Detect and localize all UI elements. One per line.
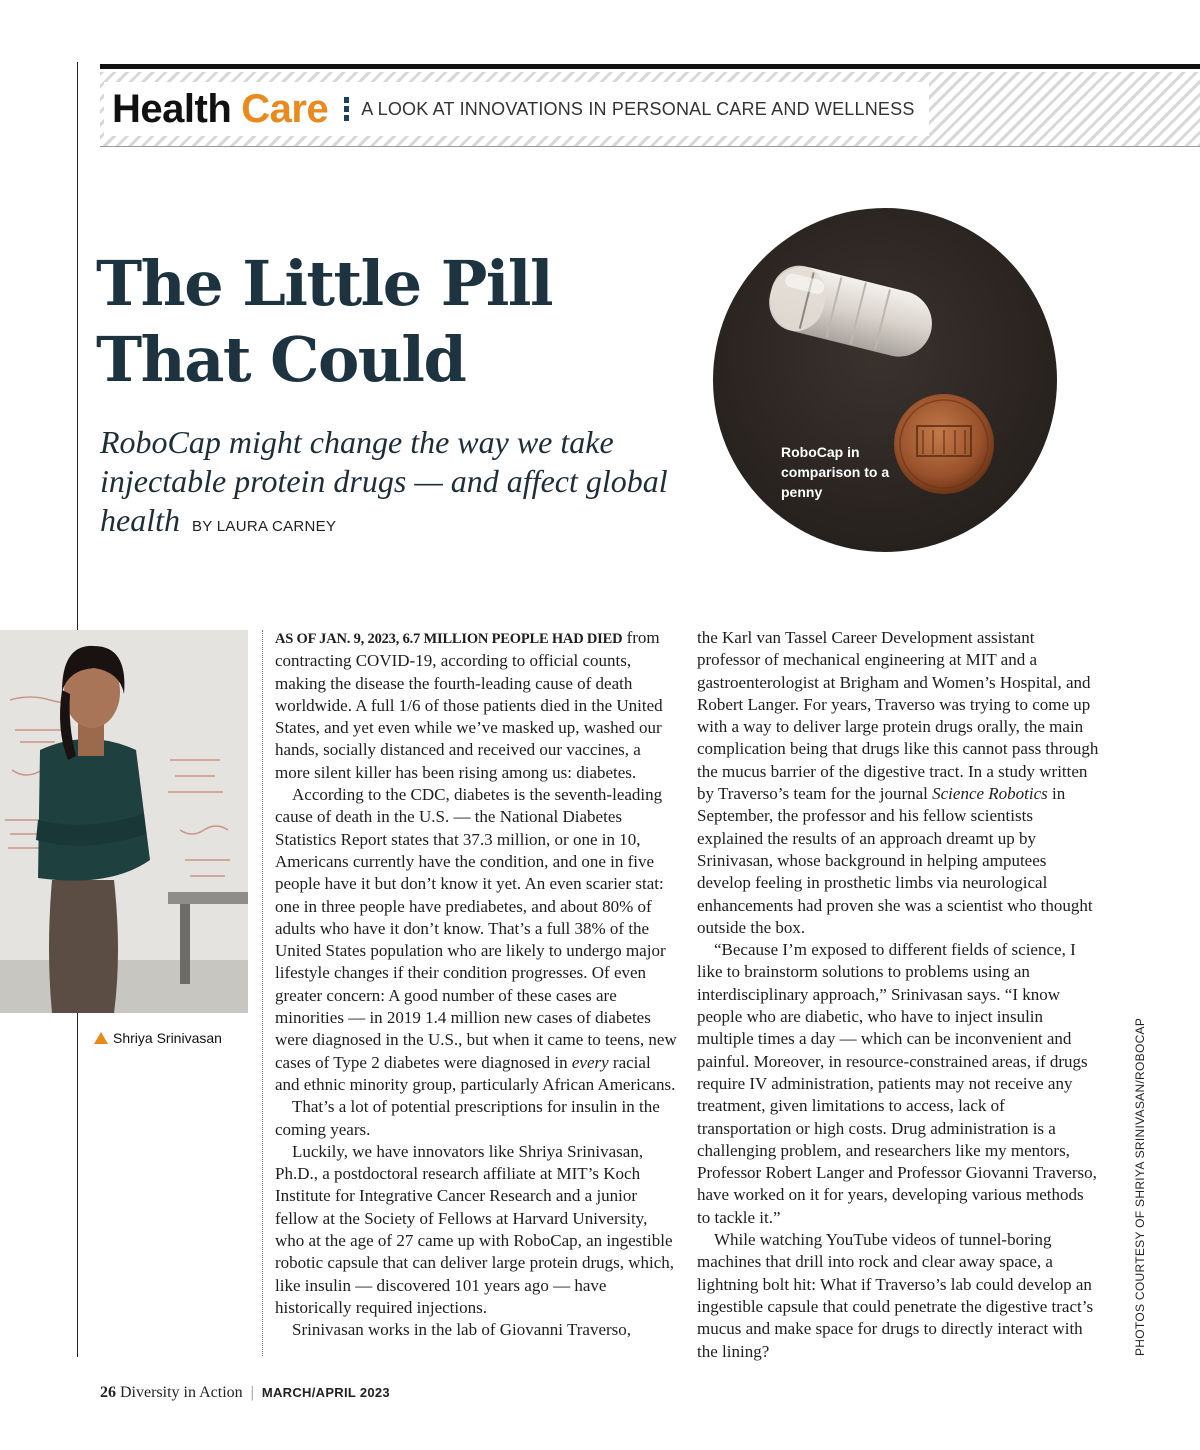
footer-separator: | — [250, 1384, 254, 1401]
issue-date: MARCH/APRIL 2023 — [261, 1385, 390, 1400]
emphasis-text: Science Robotics — [932, 784, 1048, 804]
byline: BY LAURA CARNEY — [191, 518, 337, 535]
capsule — [763, 260, 939, 364]
paragraph-text: in September, the professor and his fellow scientists explained the results of an approach dreamt up by Srinivasan, whose background in helping amputees develop feeling in prosthetic limbs via neurological enhancements had proven she was a scientist who thought outside the box. — [697, 784, 1093, 937]
section-header — [100, 72, 1200, 147]
emphasis-text: every — [571, 1052, 609, 1072]
photo-credit: PHOTOS COURTESY OF SHRIYA SRINIVASAN/ROBOCAP — [1133, 1017, 1147, 1356]
body-paragraph: Srinivasan works in the lab of Giovanni Traverso, — [292, 1320, 632, 1340]
paragraph-text: from contracting COVID-19, according to official counts, making the disease the fourth-leading cause of death worldwide. A full 1/6 of those patients died in the United States, and yet even while we’ve masked up, washed our hands, socially distanced and received our vaccines, a more silent killer has been rising among us: diabetes. — [275, 628, 663, 782]
portrait-caption — [94, 1030, 222, 1046]
section-name-care: Care — [241, 86, 329, 131]
body-column-2 — [697, 627, 1099, 1363]
paragraph-text: racial and ethnic minority group, particularly African Americans. — [275, 1052, 676, 1094]
article-deck — [100, 423, 680, 546]
body-paragraph — [275, 627, 677, 784]
body-paragraph — [275, 784, 677, 1096]
triangle-marker-icon — [94, 1032, 108, 1044]
robocap-photo — [713, 208, 1057, 552]
body-paragraph — [697, 627, 1099, 939]
column-divider — [262, 630, 263, 1356]
body-paragraph: Luckily, we have innovators like Shriya Srinivasan, Ph.D., a postdoctoral research affiliate at MIT’s Koch Institute for Integrative Cancer Research and a junior fellow at the Society of Fellows at Harvard University, who at the age of 27 came up with RoboCap, an ingestible robotic capsule that can deliver large protein drugs, which, like insulin — discovered 101 years ago — have historically required injections. — [275, 1141, 675, 1317]
top-rule — [100, 64, 1200, 69]
penny — [894, 394, 994, 494]
publication-name: Diversity in Action — [120, 1384, 243, 1401]
page-number: 26 — [100, 1384, 116, 1401]
deck-text: RoboCap might change the way we take injectable protein drugs — and affect global health — [100, 424, 668, 538]
section-tagline: A LOOK AT INNOVATIONS IN PERSONAL CARE AND WELLNESS — [361, 98, 915, 119]
section-name-health: Health — [112, 86, 232, 131]
body-column-1 — [275, 627, 677, 1342]
section-divider-dots — [344, 97, 349, 121]
photo-caption-robocap: RoboCap in comparison to a penny — [781, 444, 890, 500]
portrait-caption-text: Shriya Srinivasan — [113, 1030, 222, 1046]
body-paragraph: That’s a lot of potential prescriptions for insulin in the coming years. — [275, 1097, 660, 1139]
page-footer — [100, 1384, 390, 1402]
portrait-photo — [0, 630, 248, 1013]
body-paragraph: “Because I’m exposed to different fields of science, I like to brainstorm solutions to problems using an interdisciplinary approach,” Srinivasan says. “I know people who are diabetic, who have to inject insulin multiple times a day — which can be inconvenient and painful. Moreover, in resource-constrained areas, if drugs require IV administration, patients may not receive any treatment, given limitations to access, lack of transportation or high costs. Drug administration is a challenging problem, and researchers like my mentors, Professor Robert Langer and Professor Giovanni Traverso, have worked on it for years, developing various methods to tackle it.” — [697, 940, 1097, 1227]
paragraph-text: According to the CDC, diabetes is the seventh-leading cause of death in the U.S. — the National Diabetes Statistics Report states that 37.3 million, or one in 10, Americans currently have the condition, and one in five people have it but don’t know it yet. An even scarier stat: one in three people have prediabetes, and about 80% of adults who have it don’t know. That’s a full 38% of the United States population who are likely to undergo major lifestyle changes if their condition progresses. Of even greater concern: A good number of these cases are minorities — in 2019 1.4 million new cases of diabetes were diagnosed in the U.S., but when it came to teens, new cases of Type 2 diabetes were diagnosed in — [275, 785, 677, 1072]
paragraph-text: the Karl van Tassel Career Development assistant professor of mechanical engineering at MIT and a gastroenterologist at Brigham and Women’s Hospital, and Robert Langer. For years, Traverso was trying to come up with a way to deliver large protein drugs orally, the main complication being that drugs like this cannot pass through the mucus barrier of the digestive tract. In a study written by Traverso’s team for the journal — [697, 628, 1099, 804]
body-paragraph: While watching YouTube videos of tunnel-boring machines that drill into rock and clear away space, a lightning bolt hit: What if Traverso’s lab could develop an ingestible capsule that could penetrate the digestive tract’s mucus and make space for drugs to directly interact with the lining? — [697, 1230, 1094, 1361]
lead-in: AS OF JAN. 9, 2023, 6.7 MILLION PEOPLE HAD DIED — [275, 631, 623, 647]
section-label — [104, 82, 929, 136]
article-headline: The Little Pill That Could — [96, 247, 553, 396]
portrait-illustration — [0, 630, 248, 1013]
